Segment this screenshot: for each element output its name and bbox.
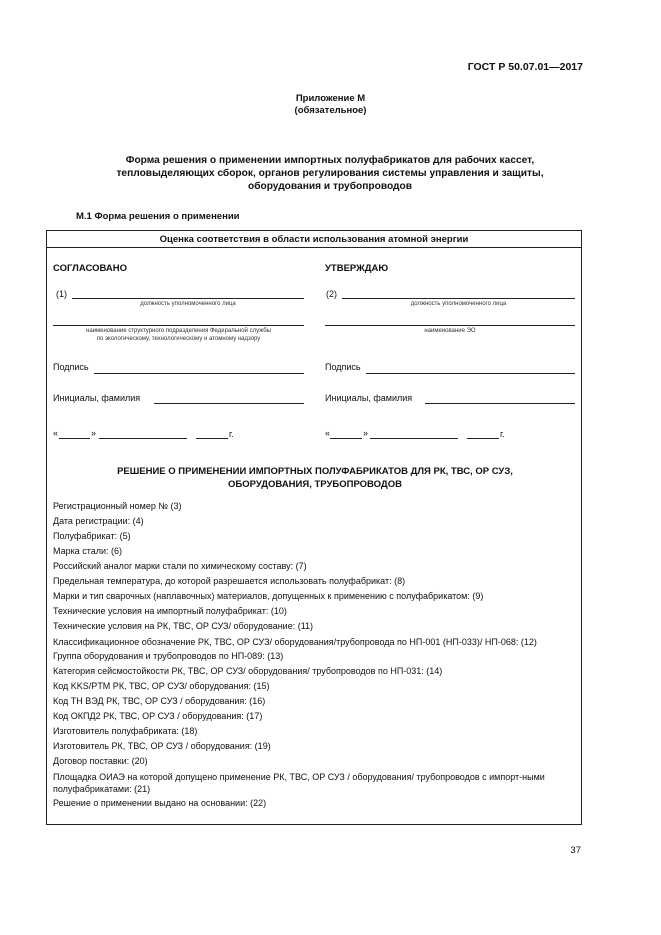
- approved-name-line: [154, 403, 304, 404]
- appendix-heading: [0, 93, 661, 117]
- approved-date-close: »: [91, 428, 97, 438]
- confirm-year-suffix: г.: [500, 429, 505, 439]
- confirm-month-line: [370, 438, 458, 439]
- approved-date-open: «: [53, 428, 59, 438]
- field-item: Технические условия на импортный полуфабрикат: (10): [53, 606, 287, 616]
- approved-org-caption-line-2: по экологическому, технологическому и атомному надзору: [96, 336, 261, 342]
- confirm-date-close: »: [363, 428, 369, 438]
- confirm-signature-line: [366, 373, 575, 374]
- approved-position-line: [72, 298, 304, 299]
- field-item: Классификационное обозначение РК, ТВС, ОР СУЗ/ оборудования/трубопровода по НП-001 (НП-033)/ НП-068: (12): [53, 637, 537, 647]
- confirm-year-line: [467, 438, 499, 439]
- field-item: Площадка ОИАЭ на которой допущено применение РК, ТВС, ОР СУЗ / оборудования/ трубопроводов с импорт-ными полуфабрикатами: (21): [53, 772, 545, 794]
- approved-number: (1): [56, 289, 67, 299]
- section-heading: М.1 Форма решения о применении: [76, 211, 240, 222]
- frame-title: Оценка соответствия в области использования атомной энергии: [159, 234, 469, 245]
- field-item: Дата регистрации: (4): [53, 516, 144, 526]
- approved-year-suffix: г.: [229, 429, 234, 439]
- field-item: Предельная температура, до которой разрешается использовать полуфабрикат: (8): [53, 576, 406, 586]
- field-item: Изготовитель полуфабриката: (18): [53, 726, 198, 736]
- field-item: Группа оборудования и трубопроводов по НП-089: (13): [53, 651, 284, 661]
- approved-signature-line: [94, 373, 304, 374]
- field-item: Полуфабрикат: (5): [53, 531, 131, 541]
- approved-org-line: [53, 325, 304, 326]
- approved-day-line: [59, 438, 90, 439]
- confirm-number: (2): [326, 289, 337, 299]
- page-number: 37: [570, 845, 581, 856]
- confirm-position-caption: должность уполномоченного лица: [410, 301, 507, 307]
- confirm-org-line: [325, 325, 575, 326]
- appendix-title: Приложение М: [295, 93, 366, 104]
- decision-heading-line-2: ОБОРУДОВАНИЯ, ТРУБОПРОВОДОВ: [228, 479, 402, 490]
- field-item: Код KKS/PTM РК, ТВС, ОР СУЗ/ оборудования: (15): [53, 681, 270, 691]
- confirm-name-line: [425, 403, 575, 404]
- approved-month-line: [99, 438, 187, 439]
- frame-divider: [46, 247, 582, 248]
- confirm-signature-label: Подпись: [325, 362, 361, 372]
- field-item: Марки и тип сварочных (наплавочных) материалов, допущенных к применению с полуфабрикатом: (9): [53, 591, 484, 601]
- field-item: Договор поставки: (20): [53, 756, 148, 766]
- confirm-name-label: Инициалы, фамилия: [325, 393, 413, 403]
- field-item: Российский аналог марки стали по химическому составу: (7): [53, 561, 307, 571]
- approved-signature-label: Подпись: [53, 362, 89, 372]
- field-item: Изготовитель РК, ТВС, ОР СУЗ / оборудования: (19): [53, 741, 271, 751]
- decision-heading: [60, 465, 570, 491]
- field-item: Регистрационный номер № (3): [53, 501, 182, 511]
- appendix-status: (обязательное): [294, 105, 367, 116]
- form-title-line-2: тепловыделяющих сборок, органов регулирования системы управления и защиты,: [116, 168, 544, 179]
- confirm-day-line: [330, 438, 362, 439]
- field-item: Технические условия на РК, ТВС, ОР СУЗ/ оборудование: (11): [53, 621, 314, 631]
- form-title-line-3: оборудования и трубопроводов: [247, 181, 413, 192]
- form-title-line-1: Форма решения о применении импортных полуфабрикатов для рабочих кассет,: [125, 155, 535, 166]
- decision-fields: [53, 499, 578, 811]
- approved-org-caption: [53, 327, 304, 343]
- decision-heading-line-1: РЕШЕНИЕ О ПРИМЕНЕНИИ ИМПОРТНЫХ ПОЛУФАБРИКАТОВ ДЛЯ РК, ТВС, ОР СУЗ,: [117, 466, 513, 477]
- confirm-heading: УТВЕРЖДАЮ: [325, 263, 389, 274]
- document-code: ГОСТ Р 50.07.01—2017: [467, 61, 583, 73]
- approved-year-line: [196, 438, 228, 439]
- confirm-org-caption: наименование ЭО: [424, 328, 476, 334]
- field-item: Решение о применении выдано на основании: (22): [53, 798, 267, 808]
- field-item: Код ТН ВЭД РК, ТВС, ОР СУЗ / оборудования: (16): [53, 696, 266, 706]
- approved-name-label: Инициалы, фамилия: [53, 393, 141, 403]
- approved-heading: СОГЛАСОВАНО: [53, 263, 127, 274]
- field-item: Марка стали: (6): [53, 546, 123, 556]
- approved-position-caption: должность уполномоченного лица: [140, 301, 236, 307]
- confirm-date-open: «: [325, 428, 331, 438]
- field-item: Код ОКПД2 РК, ТВС, ОР СУЗ / оборудования: (17): [53, 711, 263, 721]
- approved-org-caption-line-1: наименование структурного подразделения Федеральной службы: [86, 328, 271, 334]
- form-title: [60, 154, 600, 193]
- field-item: Категория сейсмостойкости РК, ТВС, ОР СУЗ/ оборудования/ трубопроводов по НП-031: (14): [53, 666, 443, 676]
- confirm-position-line: [342, 298, 575, 299]
